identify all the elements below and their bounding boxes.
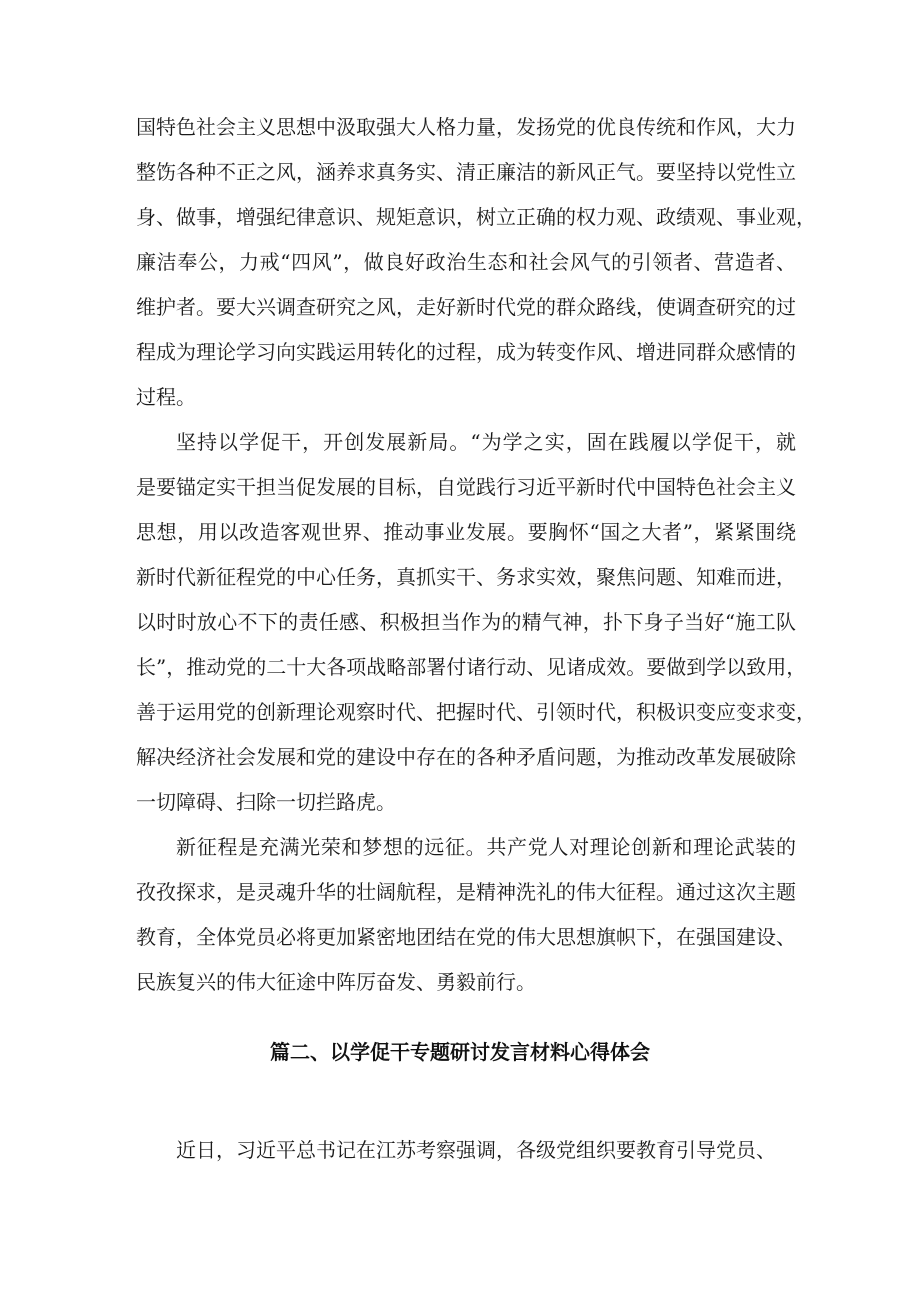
paragraph-line: 整饬各种不正之风，涵养求真务实、清正廉洁的新风正气。要坚持以党性立 [136, 160, 796, 184]
paragraph-line: 过程。 [136, 385, 196, 409]
paragraph-line: 思想，用以改造客观世界、推动事业发展。要胸怀“国之大者”，紧紧围绕 [136, 520, 796, 544]
section-heading: 篇二、以学促干专题研讨发言材料心得体会 [270, 1040, 650, 1064]
paragraph-line: 善于运用党的创新理论观察时代、把握时代、引领时代，积极识变应变求变， [136, 700, 816, 724]
paragraph-line: 廉洁奉公，力戒“四风”，做良好政治生态和社会风气的引领者、营造者、 [136, 250, 796, 274]
paragraph-line: 孜孜探求，是灵魂升华的壮阔航程，是精神洗礼的伟大征程。通过这次主题 [136, 880, 796, 904]
paragraph-line: 新时代新征程党的中心任务，真抓实干、务求实效，聚焦问题、知难而进， [136, 565, 796, 589]
paragraph-line: 解决经济社会发展和党的建设中存在的各种矛盾问题，为推动改革发展破除 [136, 745, 796, 769]
paragraph-line: 民族复兴的伟大征途中阵厉奋发、勇毅前行。 [136, 970, 536, 994]
paragraph-line: 国特色社会主义思想中汲取强大人格力量，发扬党的优良传统和作风，大力 [136, 115, 796, 139]
paragraph-line: 身、做事，增强纪律意识、规矩意识，树立正确的权力观、政绩观、事业观， [136, 205, 816, 229]
paragraph-line: 近日，习近平总书记在江苏考察强调，各级党组织要教育引导党员、 [176, 1138, 776, 1162]
paragraph-line: 维护者。要大兴调查研究之风，走好新时代党的群众路线，使调查研究的过 [136, 295, 796, 319]
paragraph-line: 一切障碍、扫除一切拦路虎。 [136, 790, 396, 814]
paragraph-line: 坚持以学促干，开创发展新局。“为学之实，固在践履以学促干，就 [176, 430, 796, 454]
paragraph-line: 长”，推动党的二十大各项战略部署付诸行动、见诸成效。要做到学以致用， [136, 655, 807, 679]
paragraph-line: 新征程是充满光荣和梦想的远征。共产党人对理论创新和理论武装的 [176, 835, 796, 859]
paragraph-line: 教育，全体党员必将更加紧密地团结在党的伟大思想旗帜下，在强国建设、 [136, 925, 796, 949]
paragraph-line: 以时时放心不下的责任感、积极担当作为的精气神，扑下身子当好“施工队 [136, 610, 796, 634]
paragraph-line: 程成为理论学习向实践运用转化的过程，成为转变作风、增进同群众感情的 [136, 340, 796, 364]
paragraph-line: 是要锚定实干担当促发展的目标，自觉践行习近平新时代中国特色社会主义 [136, 475, 796, 499]
